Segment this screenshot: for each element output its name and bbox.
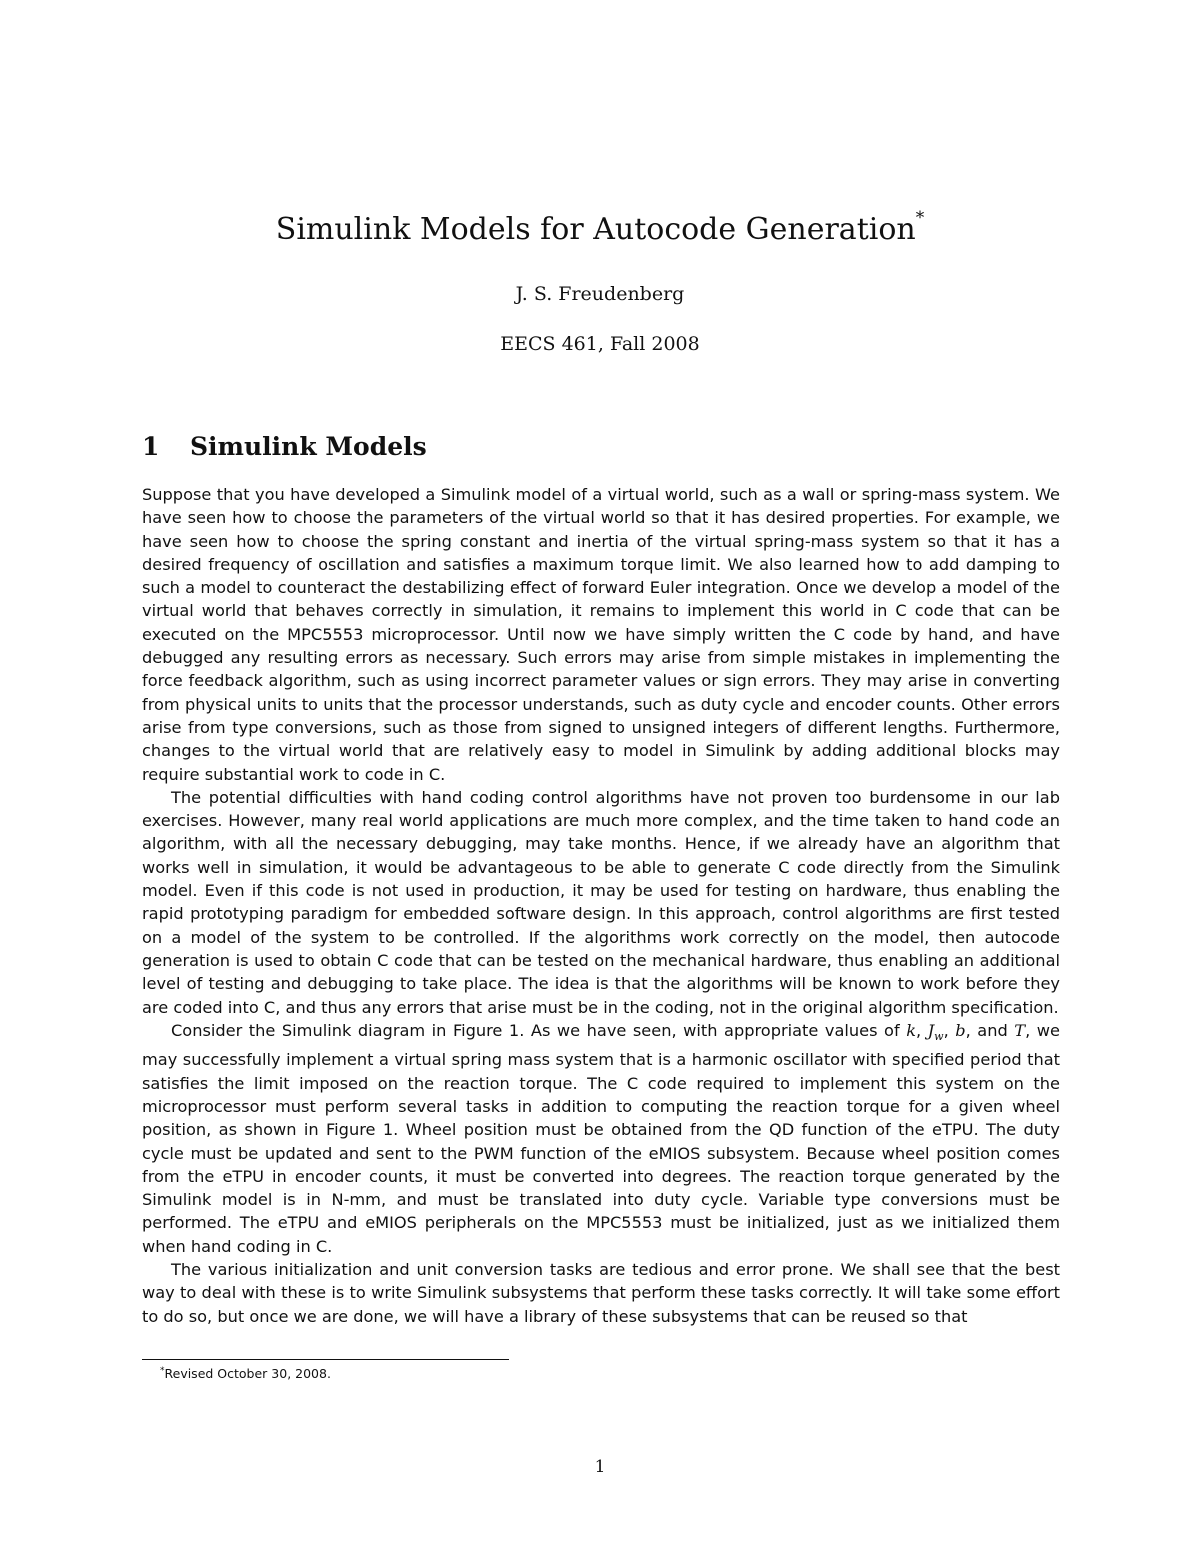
separator: ,	[943, 1020, 956, 1040]
paragraph-4: The various initialization and unit conversion tasks are tedious and error prone. We shall see that the best way to deal with these is to write Simulink subsystems that perform these tasks correctly. It will take some effort to do so, but once we are done, we will have a library of these subsystems that can be reused so that	[142, 1260, 1060, 1326]
paragraph-1: Suppose that you have developed a Simulink model of a virtual world, such as a wall or spring-mass system. We have seen how to choose the parameters of the virtual world so that it has desired properties. For example, we have seen how to choose the spring constant and inertia of the virtual spring-mass system so that it has a desired frequency of oscillation and satisfies a maximum torque limit. We also learned how to add damping to such a model to counteract the destabilizing effect of forward Euler integration. Once we develop a model of the virtual world that behaves correctly in simulation, it remains to implement this world in C code that can be executed on the MPC5553 microprocessor. Until now we have simply written the C code by hand, and have debugged any resulting errors as necessary. Such errors may arise from simple mistakes in implementing the force feedback algorithm, such as using incorrect parameter values or sign errors. They may arise in converting from physical units to units that the processor understands, such as duty cycle and encoder counts. Other errors arise from type conversions, such as those from signed to unsigned integers of different lengths. Furthermore, changes to the virtual world that are relatively easy to model in Simulink by adding additional blocks may require substantial work to code in C.	[142, 485, 1060, 784]
document-title	[0, 208, 1200, 247]
page-number: 1	[594, 1457, 606, 1477]
section-heading	[142, 432, 427, 461]
paragraph-2: The potential difficulties with hand coding control algorithms have not proven too burdensome in our lab exercises. However, many real world applications are much more complex, and the time taken to hand code an algorithm, with all the necessary debugging, may take months. Hence, if we already have an algorithm that works well in simulation, it would be advantageous to be able to generate C code directly from the Simulink model. Even if this code is not used in production, it may be used for testing on hardware, thus enabling the rapid prototyping paradigm for embedded software design. In this approach, control algorithms are first tested on a model of the system to be controlled. If the algorithms work correctly on the model, then autocode generation is used to obtain C code that can be tested on the mechanical hardware, thus enabling an additional level of testing and debugging to take place. The idea is that the algorithms will be known to work before they are coded into C, and thus any errors that arise must be in the coding, not in the original algorithm specification.	[142, 787, 1060, 1017]
section-number: 1	[142, 432, 160, 461]
paragraph-3	[142, 1019, 1060, 1258]
title-footnote-mark: *	[915, 208, 925, 228]
symbol-T: T	[1014, 1020, 1026, 1040]
paragraph-3-intro: Consider the Simulink diagram in Figure 1. As we have seen, with appropriate values of	[171, 1020, 907, 1040]
body-text	[142, 483, 1060, 1328]
symbol-k: k	[906, 1020, 916, 1040]
symbol-J: J	[927, 1020, 935, 1040]
separator: , and	[965, 1020, 1015, 1040]
separator: ,	[916, 1020, 928, 1040]
footnote-mark: *	[160, 1366, 165, 1376]
title-text: Simulink Models for Autocode Generation	[275, 212, 916, 247]
author-line: J. S. Freudenberg	[515, 283, 685, 305]
paragraph-3-rest: , we may successfully implement a virtual spring mass system that is a harmonic oscillator with specified period that satisfies the limit imposed on the reaction torque. The C code required to implement this system on the microprocessor must perform several tasks in addition to computing the reaction torque for a given wheel position, as shown in Figure 1. Wheel position must be obtained from the QD function of the eTPU. The duty cycle must be updated and sent to the PWM function of the eMIOS subsystem. Because wheel position comes from the eTPU in encoder counts, it must be converted into degrees. The reaction torque generated by the Simulink model is in N-mm, and must be translated into duty cycle. Variable type conversions must be performed. The eTPU and eMIOS peripherals on the MPC5553 must be initialized, just as we initialized them when hand coding in C.	[142, 1020, 1060, 1256]
course-line: EECS 461, Fall 2008	[500, 333, 700, 355]
symbol-J-subscript: w	[934, 1030, 944, 1044]
symbol-b: b	[955, 1020, 966, 1040]
footnote	[160, 1366, 331, 1381]
footnote-text: Revised October 30, 2008.	[164, 1366, 331, 1382]
section-title: Simulink Models	[190, 432, 427, 461]
footnote-rule	[142, 1359, 509, 1360]
